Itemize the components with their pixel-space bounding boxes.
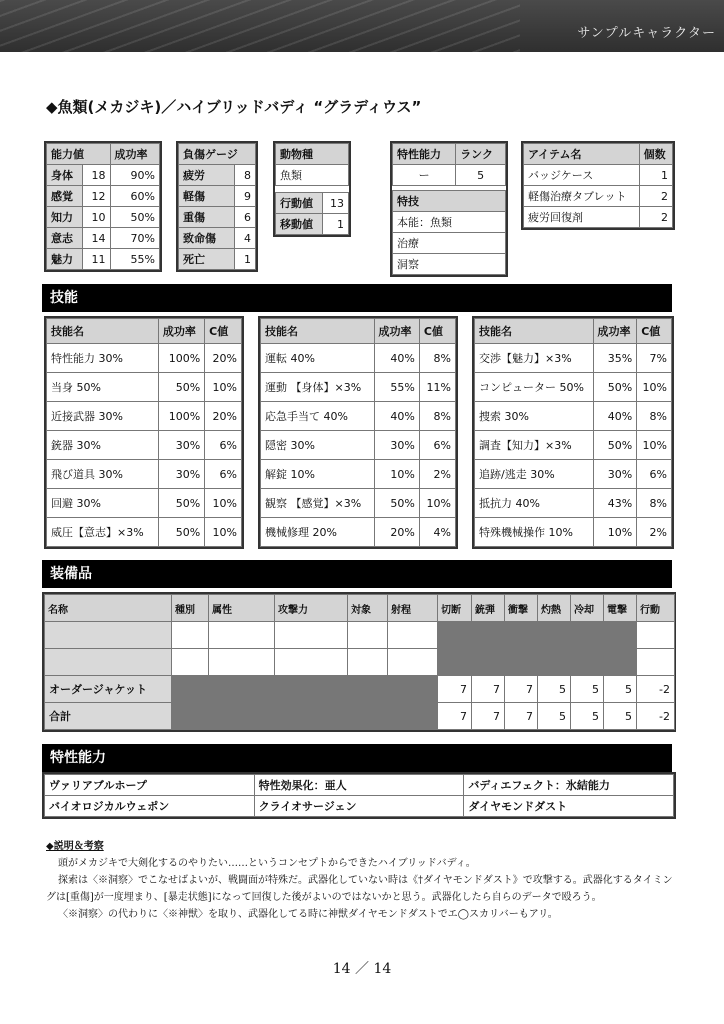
table-cell: 10% <box>205 518 242 547</box>
skill-row <box>475 518 672 547</box>
table-row <box>276 214 349 235</box>
table-cell: 10% <box>637 373 672 402</box>
table-cell: 技能名 <box>475 319 594 344</box>
table-cell <box>388 676 438 703</box>
table-cell: コンピューター 50% <box>475 373 594 402</box>
table-cell <box>275 703 348 730</box>
table-cell: 飛び道具 30% <box>47 460 159 489</box>
ability-row <box>47 165 160 186</box>
table-cell: 30% <box>593 460 637 489</box>
table-cell: 特性能力 30% <box>47 344 159 373</box>
skill-row <box>261 344 456 373</box>
table-cell: 35% <box>593 344 637 373</box>
table-cell: 灼熱 <box>538 595 571 622</box>
table-cell: 捜索 30% <box>475 402 594 431</box>
table-cell: 技能名 <box>47 319 159 344</box>
table-cell: 5 <box>571 676 604 703</box>
table-cell: 6% <box>419 431 455 460</box>
equipment-jacket-row <box>45 676 675 703</box>
table-cell: 5 <box>538 703 571 730</box>
table-cell: 12 <box>83 186 110 207</box>
table-cell <box>209 649 275 676</box>
table-cell: 身体 <box>47 165 83 186</box>
table-cell: 20% <box>374 518 419 547</box>
table-cell <box>172 703 209 730</box>
table-cell: 40% <box>593 402 637 431</box>
table-cell: 当身 50% <box>47 373 159 402</box>
table-cell <box>505 622 538 649</box>
table-cell <box>172 649 209 676</box>
table-cell: 18 <box>83 165 110 186</box>
move-value: 1 <box>323 214 349 235</box>
table-cell: 20% <box>205 402 242 431</box>
table-cell: 意志 <box>47 228 83 249</box>
table-cell: 特性効果化：亜人 <box>254 775 464 796</box>
table-cell <box>637 649 675 676</box>
skill-row <box>47 489 242 518</box>
notes-heading: ◆説明＆考察 <box>46 841 104 852</box>
table-cell: 回避 30% <box>47 489 159 518</box>
table-cell: 死亡 <box>179 249 235 270</box>
table-cell: ヴァリアブルホープ <box>45 775 255 796</box>
table-cell: 11 <box>83 249 110 270</box>
character-title: ◆魚類(メカジキ)／ハイブリッドバディ “グラディウス” <box>46 98 422 116</box>
table-row <box>393 212 506 233</box>
action-label: 行動値 <box>276 193 323 214</box>
trait-value: ー <box>393 165 456 186</box>
table-cell <box>348 703 388 730</box>
table-cell: 4 <box>234 228 255 249</box>
equipment-header-row <box>45 595 675 622</box>
table-cell <box>472 622 505 649</box>
table-cell: 4% <box>419 518 455 547</box>
table-cell: 9 <box>234 186 255 207</box>
table-cell: 14 <box>83 228 110 249</box>
table-cell: 交渉【魅力】×3% <box>475 344 594 373</box>
table-cell: 感覚 <box>47 186 83 207</box>
table-row <box>393 191 506 212</box>
table-cell <box>637 622 675 649</box>
skill-row <box>475 344 672 373</box>
table-row <box>393 254 506 275</box>
table-cell <box>348 676 388 703</box>
ability-row <box>47 228 160 249</box>
equipment-empty-row <box>45 649 675 676</box>
skills-column-1 <box>44 316 244 549</box>
table-cell: 知力 <box>47 207 83 228</box>
skill-row <box>475 489 672 518</box>
table-cell: 6% <box>205 431 242 460</box>
table-row <box>393 144 506 165</box>
table-cell: バディエフェクト：氷結能力 <box>464 775 674 796</box>
table-cell: 致命傷 <box>179 228 235 249</box>
skill-row <box>47 373 242 402</box>
table-cell: 40% <box>374 344 419 373</box>
table-row <box>276 193 349 214</box>
special-item: 洞察 <box>393 254 506 275</box>
table-cell: 衝撃 <box>505 595 538 622</box>
table-cell: 特殊機械操作 10% <box>475 518 594 547</box>
table-cell: 50% <box>593 373 637 402</box>
table-cell: 10% <box>205 373 242 402</box>
special-item: 治療 <box>393 233 506 254</box>
table-cell: 切断 <box>438 595 472 622</box>
table-cell: 調査【知力】×3% <box>475 431 594 460</box>
table-cell: 7 <box>505 676 538 703</box>
trait-header: 特性能力 <box>393 144 456 165</box>
table-cell: 10 <box>83 207 110 228</box>
skill-row <box>475 402 672 431</box>
species-header: 動物種 <box>276 144 349 165</box>
table-cell <box>438 622 472 649</box>
table-cell: -2 <box>637 703 675 730</box>
table-cell: 機械修理 20% <box>261 518 375 547</box>
table-row <box>261 319 456 344</box>
equipment-empty-row <box>45 622 675 649</box>
table-cell: 軽傷治療タブレット <box>524 186 640 207</box>
table-cell <box>604 649 637 676</box>
injury-row <box>179 186 256 207</box>
trait-rank-table <box>390 141 508 277</box>
table-cell: 70% <box>110 228 159 249</box>
table-cell: 50% <box>158 518 204 547</box>
table-cell: 5 <box>538 676 571 703</box>
table-cell: 30% <box>374 431 419 460</box>
table-cell: 威圧【意志】×3% <box>47 518 159 547</box>
skill-row <box>261 373 456 402</box>
table-cell <box>276 186 349 193</box>
skill-row <box>475 373 672 402</box>
table-row <box>276 144 349 165</box>
table-cell: 軽傷 <box>179 186 235 207</box>
trait-abilities-section-title: 特性能力 <box>42 744 672 772</box>
table-cell: 50% <box>158 373 204 402</box>
table-cell: 運転 40% <box>261 344 375 373</box>
table-cell <box>348 622 388 649</box>
table-cell: 10% <box>593 518 637 547</box>
table-row <box>393 233 506 254</box>
ability-row <box>47 186 160 207</box>
table-cell: 追跡/逃走 30% <box>475 460 594 489</box>
table-cell: 30% <box>158 431 204 460</box>
table-cell: C値 <box>419 319 455 344</box>
table-cell: 1 <box>234 249 255 270</box>
trait-abilities-table <box>42 772 676 819</box>
table-cell: 55% <box>110 249 159 270</box>
table-cell: 2 <box>639 186 672 207</box>
table-cell: 成功率 <box>593 319 637 344</box>
table-cell <box>172 622 209 649</box>
table-cell: 観察 【感覚】×3% <box>261 489 375 518</box>
rank-header: ランク <box>456 144 506 165</box>
table-cell: 応急手当て 40% <box>261 402 375 431</box>
table-cell: 50% <box>158 489 204 518</box>
table-cell: 8% <box>419 344 455 373</box>
species-table <box>273 141 351 237</box>
ability-row <box>47 207 160 228</box>
table-cell: 7 <box>438 703 472 730</box>
table-cell: 20% <box>205 344 242 373</box>
table-cell: 冷却 <box>571 595 604 622</box>
table-cell: 6 <box>234 207 255 228</box>
table-cell: バイオロジカルウェポン <box>45 796 255 817</box>
table-cell: 抵抗力 40% <box>475 489 594 518</box>
table-row <box>524 144 673 165</box>
table-cell: 100% <box>158 344 204 373</box>
table-cell <box>604 622 637 649</box>
table-row <box>393 165 506 186</box>
injury-table <box>176 141 258 272</box>
table-cell: 55% <box>374 373 419 402</box>
table-cell: オーダージャケット <box>45 676 172 703</box>
table-cell: 2 <box>639 207 672 228</box>
notes-paragraph: 〈※洞察〉の代わりに〈※神獣〉を取り、武器化してる時に神獣ダイヤモンドダストでエ◯スカリバーもアリ。 <box>58 909 558 920</box>
trait-row <box>45 775 674 796</box>
table-cell <box>538 649 571 676</box>
table-row <box>47 144 160 165</box>
table-cell: 近接武器 30% <box>47 402 159 431</box>
table-cell: 7 <box>472 703 505 730</box>
table-row <box>276 186 349 193</box>
table-cell: 7 <box>505 703 538 730</box>
table-cell: C値 <box>205 319 242 344</box>
table-cell: 射程 <box>388 595 438 622</box>
item-row <box>524 186 673 207</box>
table-cell: 50% <box>110 207 159 228</box>
rank-value: 5 <box>456 165 506 186</box>
injury-row <box>179 249 256 270</box>
table-cell <box>505 649 538 676</box>
table-cell: 種別 <box>172 595 209 622</box>
table-cell <box>45 649 172 676</box>
skill-row <box>47 460 242 489</box>
table-cell: 7 <box>438 676 472 703</box>
equipment-table <box>42 592 676 732</box>
table-cell <box>275 622 348 649</box>
notes-paragraph: 探索は〈※洞察〉でこなせばよいが、戦闘面が特殊だ。武器化していない時は《†ダイヤモンドダスト》で攻撃する。武器化するタイミングは[重傷]が一度埋まり、[暴走状態]になって回復した後がよいのではないかと思う。武器化したら自らのデータで殴ろう。 <box>46 875 673 903</box>
table-cell: 7% <box>637 344 672 373</box>
table-cell: 銃弾 <box>472 595 505 622</box>
table-cell: 技能名 <box>261 319 375 344</box>
table-cell: 6% <box>205 460 242 489</box>
table-cell: 10% <box>419 489 455 518</box>
table-cell <box>209 622 275 649</box>
item-name-header: アイテム名 <box>524 144 640 165</box>
table-cell: 疲労回復剤 <box>524 207 640 228</box>
special-item: 本能：魚類 <box>393 212 506 233</box>
skills-column-3 <box>472 316 674 549</box>
table-cell <box>388 622 438 649</box>
skill-row <box>261 402 456 431</box>
table-cell: 50% <box>593 431 637 460</box>
table-row <box>276 165 349 186</box>
table-cell: 2% <box>637 518 672 547</box>
table-cell: 5 <box>604 703 637 730</box>
skill-row <box>261 518 456 547</box>
table-cell <box>348 649 388 676</box>
action-value: 13 <box>323 193 349 214</box>
table-cell: 魅力 <box>47 249 83 270</box>
table-cell: 10% <box>205 489 242 518</box>
table-cell: 対象 <box>348 595 388 622</box>
table-cell: ダイヤモンドダスト <box>464 796 674 817</box>
species-value: 魚類 <box>276 165 349 186</box>
item-row <box>524 165 673 186</box>
table-cell: 行動 <box>637 595 675 622</box>
table-cell: 6% <box>637 460 672 489</box>
injury-header: 負傷ゲージ <box>179 144 256 165</box>
table-cell: 電撃 <box>604 595 637 622</box>
table-cell: 解錠 10% <box>261 460 375 489</box>
table-cell <box>438 649 472 676</box>
table-cell: 43% <box>593 489 637 518</box>
table-cell: 運動 【身体】×3% <box>261 373 375 402</box>
item-row <box>524 207 673 228</box>
table-cell <box>209 703 275 730</box>
table-cell: 90% <box>110 165 159 186</box>
injury-row <box>179 207 256 228</box>
table-cell: 名称 <box>45 595 172 622</box>
table-cell: 8% <box>637 402 672 431</box>
table-cell: 10% <box>374 460 419 489</box>
table-cell: 30% <box>158 460 204 489</box>
table-cell: 2% <box>419 460 455 489</box>
table-cell: 5 <box>604 676 637 703</box>
table-cell: 40% <box>374 402 419 431</box>
table-cell: 重傷 <box>179 207 235 228</box>
table-cell: 5 <box>571 703 604 730</box>
skills-section-title: 技能 <box>42 284 672 312</box>
special-header: 特技 <box>393 191 506 212</box>
header-title: サンプルキャラクター <box>577 26 716 41</box>
table-cell <box>571 622 604 649</box>
item-count-header: 個数 <box>639 144 672 165</box>
page-number: 14 ／ 14 <box>332 961 392 977</box>
equipment-total-row <box>45 703 675 730</box>
table-cell: 疲労 <box>179 165 235 186</box>
table-cell: 成功率 <box>374 319 419 344</box>
table-cell: 成功率 <box>158 319 204 344</box>
trait-row <box>45 796 674 817</box>
notes-paragraph: 頭がメカジキで大剣化するのやりたい……というコンセプトからできたハイブリッドバディ。 <box>58 858 476 869</box>
table-cell: 銃器 30% <box>47 431 159 460</box>
header-stripes <box>0 0 520 52</box>
table-cell: 10% <box>637 431 672 460</box>
skill-row <box>261 460 456 489</box>
table-cell: 11% <box>419 373 455 402</box>
table-row <box>47 319 242 344</box>
table-cell: 合計 <box>45 703 172 730</box>
abilities-header-rate: 成功率 <box>110 144 159 165</box>
injury-row <box>179 228 256 249</box>
table-cell <box>538 622 571 649</box>
skill-row <box>261 489 456 518</box>
table-row <box>179 144 256 165</box>
table-cell <box>388 649 438 676</box>
notes <box>46 838 676 923</box>
table-cell <box>172 676 209 703</box>
table-cell: 50% <box>374 489 419 518</box>
table-cell <box>275 649 348 676</box>
move-label: 移動値 <box>276 214 323 235</box>
header-band <box>0 0 724 52</box>
table-cell: クライオサージェン <box>254 796 464 817</box>
table-cell: 60% <box>110 186 159 207</box>
table-cell <box>45 622 172 649</box>
table-cell <box>209 676 275 703</box>
table-cell: 8 <box>234 165 255 186</box>
skill-row <box>261 431 456 460</box>
table-cell: バッジケース <box>524 165 640 186</box>
skill-row <box>47 344 242 373</box>
table-cell: 攻撃力 <box>275 595 348 622</box>
skill-row <box>475 460 672 489</box>
skill-row <box>47 402 242 431</box>
table-cell <box>472 649 505 676</box>
table-row <box>475 319 672 344</box>
table-cell <box>275 676 348 703</box>
table-cell <box>388 703 438 730</box>
skill-row <box>47 518 242 547</box>
table-cell: 7 <box>472 676 505 703</box>
table-cell <box>571 649 604 676</box>
skill-row <box>47 431 242 460</box>
table-cell: 隠密 30% <box>261 431 375 460</box>
ability-row <box>47 249 160 270</box>
injury-row <box>179 165 256 186</box>
skills-column-2 <box>258 316 458 549</box>
table-cell: 8% <box>419 402 455 431</box>
table-cell: 8% <box>637 489 672 518</box>
abilities-header: 能力値 <box>47 144 111 165</box>
items-table <box>521 141 675 230</box>
table-cell: -2 <box>637 676 675 703</box>
table-cell: 100% <box>158 402 204 431</box>
equipment-section-title: 装備品 <box>42 560 672 588</box>
table-cell: 属性 <box>209 595 275 622</box>
skill-row <box>475 431 672 460</box>
table-cell: C値 <box>637 319 672 344</box>
table-cell: 1 <box>639 165 672 186</box>
abilities-table <box>44 141 162 272</box>
